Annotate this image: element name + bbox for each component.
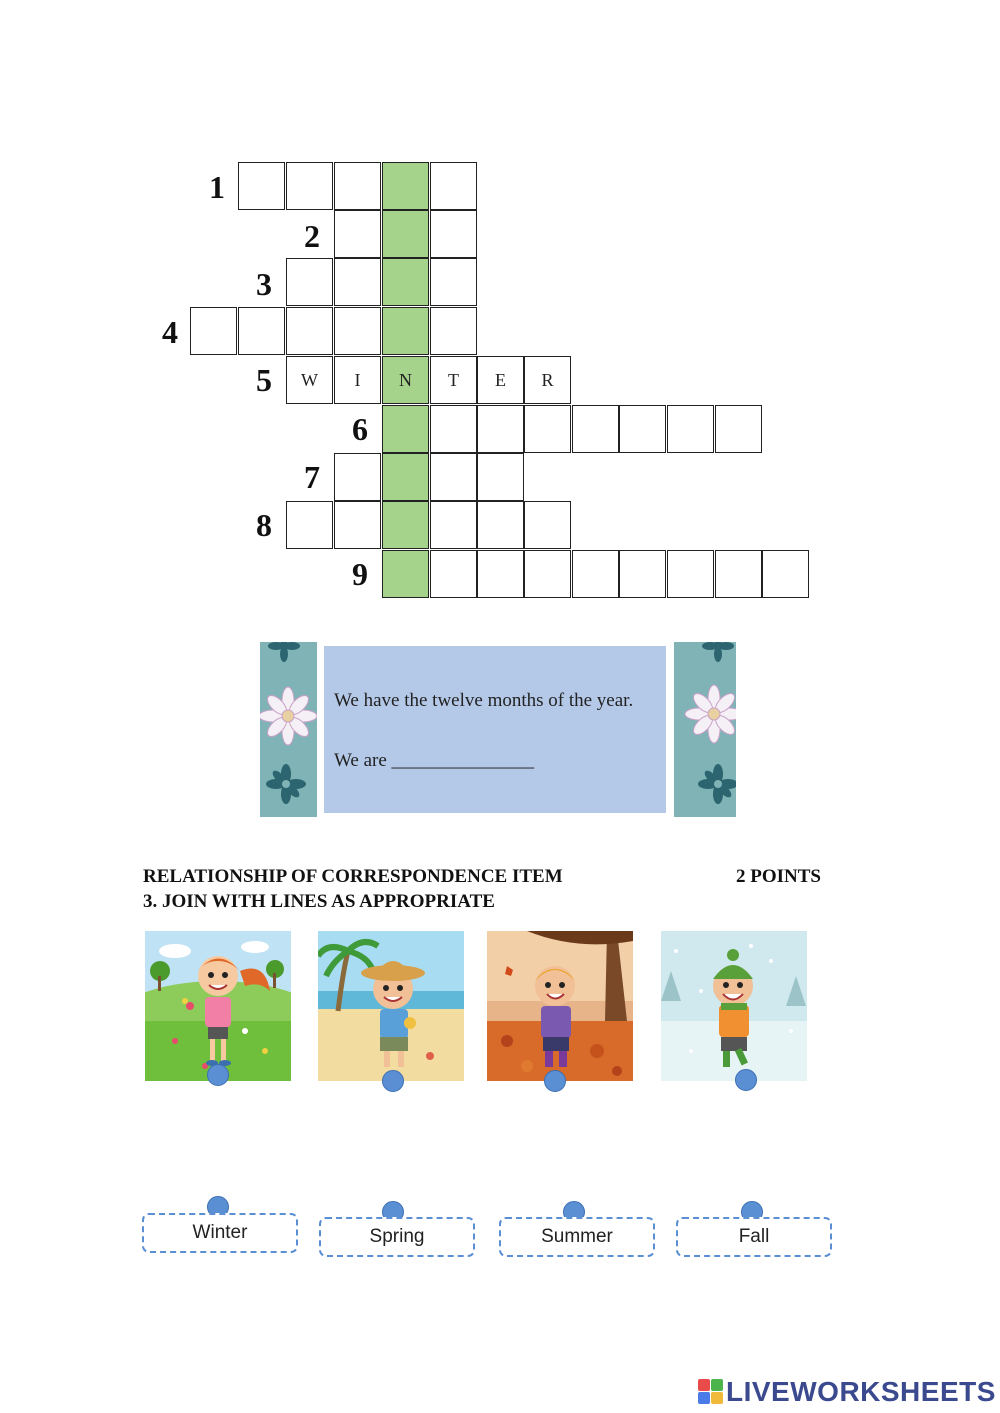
section-title: RELATIONSHIP OF CORRESPONDENCE ITEM (143, 866, 563, 887)
crossword (0, 0, 1000, 620)
clue-number-8: 8 (256, 507, 272, 543)
crossword-cell[interactable] (667, 550, 714, 598)
clue-number-5: 5 (256, 362, 272, 398)
crossword-cell[interactable] (334, 307, 381, 355)
crossword-cell[interactable] (477, 501, 524, 549)
crossword-cell[interactable] (334, 210, 381, 258)
crossword-cell-key[interactable] (382, 307, 429, 355)
crossword-cell[interactable] (334, 258, 381, 306)
clue-number-2: 2 (304, 218, 320, 254)
crossword-cell[interactable] (334, 453, 381, 501)
logo-text: LIVEWORKSHEETS (726, 1376, 996, 1407)
flower-border-right (674, 642, 736, 817)
crossword-cell[interactable] (430, 405, 477, 453)
crossword-cell-filled: R (524, 356, 571, 404)
crossword-cell[interactable] (430, 453, 477, 501)
flower-icon (674, 642, 736, 817)
crossword-cell[interactable] (762, 550, 809, 598)
message-panel (324, 646, 666, 813)
crossword-cell-key[interactable] (382, 453, 429, 501)
crossword-cell-filled: N (382, 356, 429, 404)
clue-number-9: 9 (352, 556, 368, 592)
fall-picture (487, 931, 633, 1081)
crossword-cell-filled: I (334, 356, 381, 404)
clue-number-3: 3 (256, 266, 272, 302)
crossword-cell[interactable] (238, 307, 285, 355)
liveworksheets-logo (698, 1376, 996, 1408)
panel-line-2[interactable]: We are _______________ (334, 750, 535, 771)
clue-number-7: 7 (304, 459, 320, 495)
crossword-cell[interactable] (286, 307, 333, 355)
crossword-cell[interactable] (715, 550, 762, 598)
picture-connector-dot[interactable] (207, 1064, 229, 1086)
picture-connector-dot[interactable] (382, 1070, 404, 1092)
crossword-cell-key[interactable] (382, 550, 429, 598)
crossword-cell[interactable] (334, 162, 381, 210)
word-box-spring[interactable]: Spring (319, 1217, 475, 1257)
word-box-winter[interactable]: Winter (142, 1213, 298, 1253)
crossword-cell[interactable] (430, 307, 477, 355)
clue-number-6: 6 (352, 411, 368, 447)
crossword-cell[interactable] (286, 258, 333, 306)
picture-connector-dot[interactable] (544, 1070, 566, 1092)
crossword-cell-key[interactable] (382, 405, 429, 453)
panel-line-1: We have the twelve months of the year. (334, 690, 634, 711)
crossword-cell-key[interactable] (382, 501, 429, 549)
crossword-cell[interactable] (430, 162, 477, 210)
crossword-cell[interactable] (572, 550, 619, 598)
flower-border-left (260, 642, 317, 817)
crossword-cell-key[interactable] (382, 210, 429, 258)
crossword-cell-filled: E (477, 356, 524, 404)
clue-number-1: 1 (209, 169, 225, 205)
crossword-cell-filled: T (430, 356, 477, 404)
crossword-cell[interactable] (430, 550, 477, 598)
clue-number-4: 4 (162, 314, 178, 350)
crossword-cell[interactable] (477, 453, 524, 501)
crossword-cell[interactable] (524, 501, 571, 549)
crossword-cell[interactable] (238, 162, 285, 210)
crossword-cell[interactable] (619, 405, 666, 453)
crossword-cell[interactable] (715, 405, 762, 453)
crossword-cell[interactable] (430, 210, 477, 258)
crossword-cell[interactable] (286, 162, 333, 210)
crossword-cell[interactable] (334, 501, 381, 549)
crossword-cell[interactable] (667, 405, 714, 453)
section-points: 2 POINTS (736, 866, 821, 887)
section-instruction: 3. JOIN WITH LINES AS APPROPRIATE (143, 891, 495, 912)
crossword-cell[interactable] (524, 405, 571, 453)
crossword-cell[interactable] (619, 550, 666, 598)
liveworksheets-logo-icon (698, 1379, 724, 1405)
crossword-cell[interactable] (286, 501, 333, 549)
crossword-cell[interactable] (477, 405, 524, 453)
picture-connector-dot[interactable] (735, 1069, 757, 1091)
spring-picture (145, 931, 291, 1081)
crossword-cell-key[interactable] (382, 258, 429, 306)
crossword-cell[interactable] (524, 550, 571, 598)
crossword-cell[interactable] (190, 307, 237, 355)
crossword-cell[interactable] (572, 405, 619, 453)
word-box-fall[interactable]: Fall (676, 1217, 832, 1257)
word-box-summer[interactable]: Summer (499, 1217, 655, 1257)
summer-picture (318, 931, 464, 1081)
flower-icon (260, 642, 317, 817)
crossword-cell-filled: W (286, 356, 333, 404)
crossword-cell[interactable] (430, 501, 477, 549)
crossword-cell-key[interactable] (382, 162, 429, 210)
crossword-cell[interactable] (430, 258, 477, 306)
winter-picture (661, 931, 807, 1081)
crossword-cell[interactable] (477, 550, 524, 598)
